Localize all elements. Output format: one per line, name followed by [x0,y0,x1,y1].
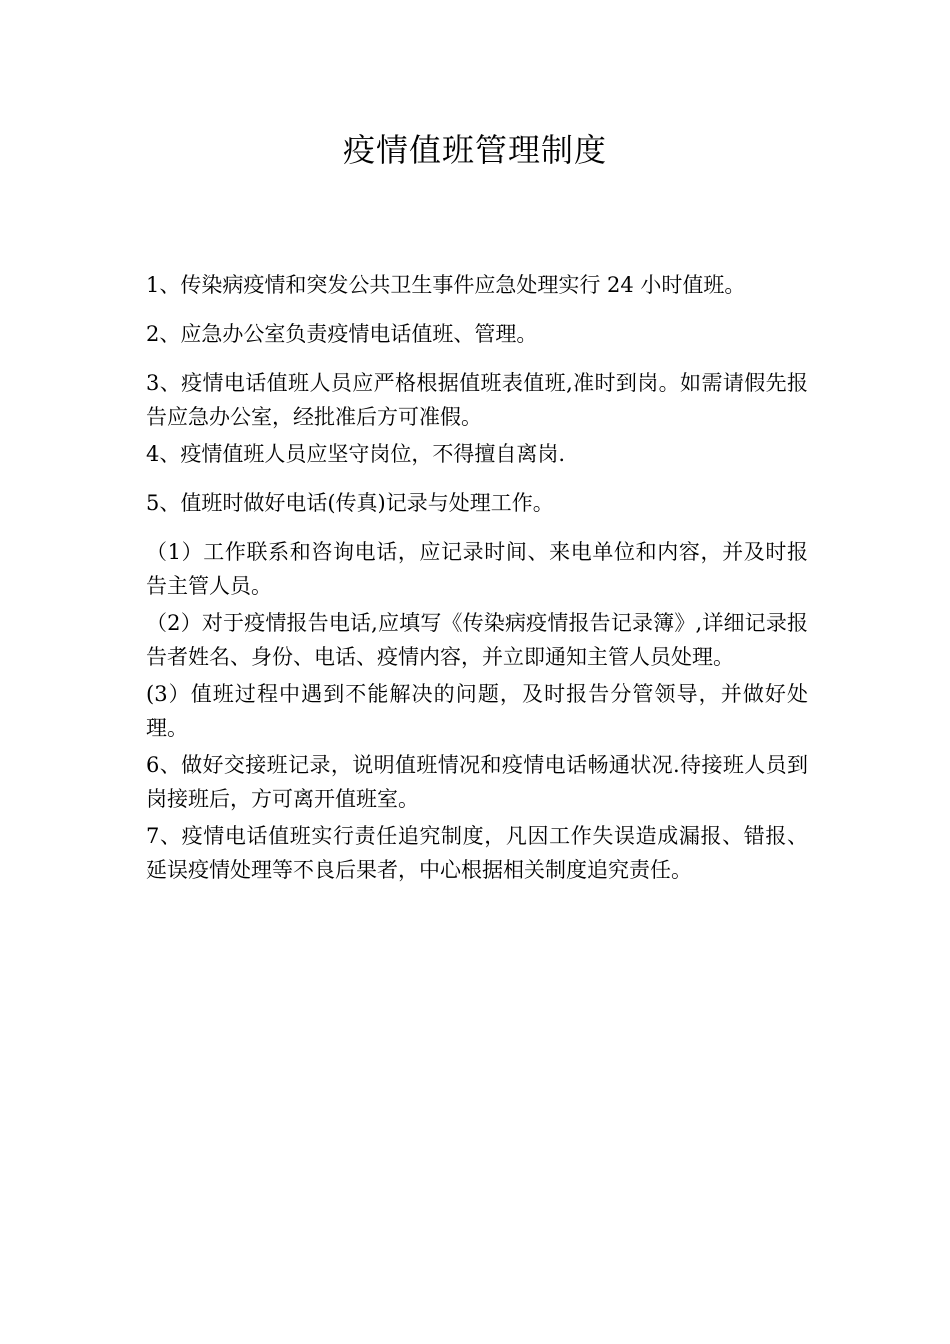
paragraph-rule-5-sub-3: (3）值班过程中遇到不能解决的问题，及时报告分管领导，并做好处理。 [146,682,808,740]
document-body [146,268,808,887]
paragraph-rule-4: 4、疫情值班人员应坚守岗位，不得擅自离岗. [146,442,566,466]
paragraph-rule-5: 5、值班时做好电话(传真)记录与处理工作。 [146,491,554,515]
document-title: 疫情值班管理制度 [342,131,607,169]
paragraph-rule-7: 7、疫情电话值班实行责任追究制度，凡因工作失误造成漏报、错报、延误疫情处理等不良后果者，中心根据相关制度追究责任。 [146,824,808,882]
paragraph-rule-1: 1、传染病疫情和突发公共卫生事件应急处理实行 24 小时值班。 [146,273,746,297]
paragraph-rule-3: 3、疫情电话值班人员应严格根据值班表值班,准时到岗。如需请假先报告应急办公室，经批准后方可准假。 [146,371,808,429]
paragraph-rule-5-sub-2: （2）对于疫情报告电话,应填写《传染病疫情报告记录簿》,详细记录报告者姓名、身份、电话、疫情内容，并立即通知主管人员处理。 [146,611,808,669]
paragraph-rule-2: 2、应急办公室负责疫情电话值班、管理。 [146,322,538,346]
paragraph-rule-6: 6、做好交接班记录，说明值班情况和疫情电话畅通状况.待接班人员到岗接班后，方可离开值班室。 [146,753,808,811]
paragraph-rule-5-sub-1: （1）工作联系和咨询电话，应记录时间、来电单位和内容，并及时报告主管人员。 [146,540,808,598]
